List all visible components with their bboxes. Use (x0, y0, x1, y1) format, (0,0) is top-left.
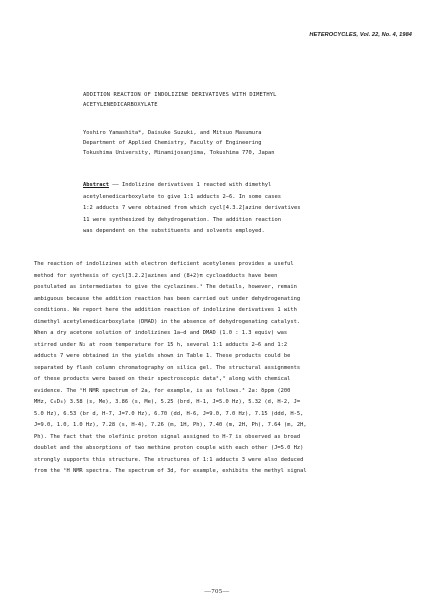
body-line: MHz, C₆D₆) 3.58 (s, Me), 3.86 (s, Me), 5.25 (brd, H-1, J=5.0 Hz), 5.32 (d, H-2, J= (34, 399, 301, 405)
abstract (83, 180, 413, 238)
body-text (34, 259, 419, 478)
abstract-line-1 (83, 180, 413, 192)
title-line-1: ADDITION REACTION OF INDOLIZINE DERIVATIVES WITH DIMETHYL (83, 92, 277, 98)
body-line: doublet and the absorptions of two methine proton couple with each other (J=5.0 Hz) (34, 445, 304, 451)
body-line: 5.0 Hz), 6.53 (br d, H-7, J=7.0 Hz), 6.70 (dd, H-6, J=9.0, 7.0 Hz), 7.15 (ddd, H-5, (34, 410, 304, 417)
body-line: strongly supports this structure. The structures of 1:1 adducts 3 were also deduced (34, 456, 304, 463)
body-line: adducts 7 were obtained in the yields shown in Table 1. These products could be (34, 353, 291, 359)
body-line: from the ¹H NMR spectra. The spectrum of 3d, for example, exhibits the methyl signal (34, 468, 307, 474)
body-line: J=9.0, 1.0, 1.0 Hz), 7.28 (s, H-4), 7.26 (m, 1H, Ph), 7.40 (m, 2H, Ph), 7.64 (m, 2H, (34, 422, 307, 428)
affiliation-line-2: Tokushima University, Minamijosanjima, Tokushima 770, Japan (83, 150, 275, 156)
body-line: The reaction of indolizines with electron deficient acetylenes provides a useful (34, 261, 294, 267)
paper-title (83, 90, 403, 110)
body-line: of these products were based on their spectroscopic data²,³ along with chemical (34, 376, 291, 382)
body-line: ambiguous because the addition reaction has been carried out under dehydrogenating (34, 295, 301, 302)
author-names: Yoshiro Yamashita*, Daisuke Suzuki, and Mitsuo Masumura (83, 130, 262, 136)
journal-header: HETEROCYCLES, Vol. 22, No. 4, 1984 (309, 32, 412, 38)
body-line: Ph). The fact that the olefinic proton signal assigned to H-7 is observed as broad (34, 433, 301, 440)
body-line: conditions. We report here the addition reaction of indolizine derivatives 1 with (34, 307, 297, 313)
abstract-line-5: was dependent on the substituents and solvents employed. (83, 228, 265, 234)
abstract-line-4: 11 were synthesized by dehydrogenation. The addition reaction (83, 216, 281, 223)
body-line: method for synthesis of cycl[3.2.2]azines and (8+2)π cycloadducts have been (34, 272, 278, 279)
abstract-line-3: 1:2 adducts 7 were obtained from which cycl[4.3.2]azine derivatives (83, 205, 301, 211)
body-line: separated by flash column chromatography on silica gel. The structural assignments (34, 364, 301, 371)
author-block (83, 128, 274, 158)
title-line-2: ACETYLENEDICARBOXYLATE (83, 102, 158, 108)
body-line: evidence. The ¹H NMR spectrum of 2a, for example, is as follows.³ 2a: δppm (200 (34, 387, 291, 394)
affiliation-line-1: Department of Applied Chemistry, Faculty of Engineering (83, 140, 262, 146)
body-line: postulated as intermediates to give the cyclazines.¹ The details, however, remain (34, 284, 297, 290)
abstract-line-2: acetylenedicarboxylate to give 1:1 adducts 2–6. In some cases (83, 193, 281, 200)
abstract-label: Abstract (83, 182, 109, 188)
page-number: —705— (204, 588, 230, 595)
abstract-line-1-text: —— Indolizine derivatives 1 reacted with dimethyl (108, 182, 272, 188)
body-line: When a dry acetone solution of indolizines 1a–d and DMAD (1.0 : 1.3 equiv) was (34, 330, 288, 336)
body-line: dimethyl acetylenedicarboxylate (DMAD) in the absence of dehydrogenating catalyst. (34, 318, 301, 325)
body-line: stirred under N₂ at room temperature for 15 h, several 1:1 adducts 2–6 and 1:2 (34, 341, 288, 348)
